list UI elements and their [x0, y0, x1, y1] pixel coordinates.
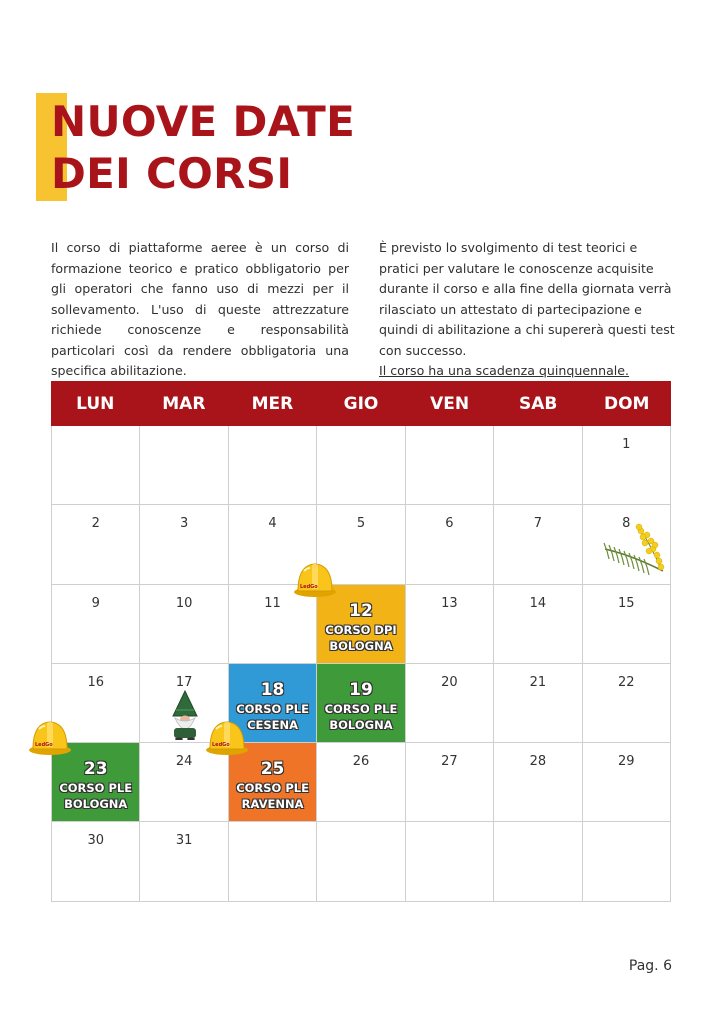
calendar-day-cell [52, 822, 140, 901]
hard-hat-icon [205, 717, 249, 757]
weekday-mer: MER [251, 393, 294, 414]
course-day-number: 19 [349, 680, 373, 701]
course-name: CORSO DPI [325, 622, 397, 637]
day-number: 3 [179, 516, 189, 532]
day-number: 14 [529, 595, 547, 611]
calendar-day-cell [583, 505, 671, 584]
calendar-day-cell [406, 664, 494, 743]
day-number: 28 [529, 754, 547, 770]
mimosa-icon [601, 521, 665, 577]
weekday-mar: MAR [162, 393, 206, 414]
calendar-empty-cell [140, 426, 228, 505]
hard-hat-icon [28, 717, 72, 757]
course-name: CORSO PLE [324, 702, 398, 717]
day-number: 8 [622, 516, 631, 532]
day-number: 7 [533, 516, 542, 532]
day-number: 22 [618, 674, 635, 690]
calendar-day-cell [140, 505, 228, 584]
day-number: 24 [175, 754, 193, 770]
course-day-number: 18 [260, 680, 285, 701]
calendar-day-cell [494, 505, 582, 584]
day-number: 13 [441, 595, 458, 611]
day-number: 17 [175, 674, 193, 690]
weekday-lun: LUN [76, 393, 115, 414]
course-location: BOLOGNA [329, 638, 393, 653]
intro-right-note: Il corso ha una scadenza quinquennale. [379, 363, 630, 378]
calendar-empty-cell [52, 426, 140, 505]
day-number: 21 [529, 674, 547, 690]
course-day-number: 12 [349, 600, 373, 621]
course-location: BOLOGNA [64, 797, 128, 812]
svg-text:LedGo: LedGo [35, 742, 53, 749]
gnome-icon [168, 690, 202, 740]
calendar-day-cell [140, 585, 228, 664]
day-number: 26 [352, 754, 370, 770]
day-number: 20 [441, 674, 458, 690]
calendar-empty-cell [229, 426, 317, 505]
calendar-day-cell [140, 822, 228, 901]
day-number: 2 [91, 516, 100, 532]
calendar-empty-cell [494, 426, 582, 505]
calendar-day-cell [583, 664, 671, 743]
course-name: CORSO PLE [236, 702, 309, 717]
day-number: 1 [622, 437, 631, 452]
course-location: RAVENNA [241, 797, 304, 812]
weekday-gio: GIO [343, 393, 379, 414]
day-number: 16 [87, 674, 104, 690]
day-number: 5 [356, 516, 366, 532]
weekday-sab: SAB [518, 393, 558, 414]
calendar-header [51, 381, 671, 426]
intro-right-paragraph [379, 238, 675, 382]
title-line-2: DEI CORSI [51, 149, 293, 198]
calendar-empty-cell [229, 822, 317, 901]
calendar-day-cell [583, 585, 671, 664]
calendar-day-cell [406, 743, 494, 822]
course-cell[interactable] [35, 742, 140, 822]
day-number: 31 [175, 833, 193, 849]
course-name: CORSO PLE [236, 781, 309, 796]
calendar-day-cell [406, 585, 494, 664]
calendar-day-cell [317, 743, 405, 822]
calendar-day-cell [583, 743, 671, 822]
day-number: 29 [618, 754, 635, 770]
weekday-ven: VEN [430, 393, 470, 414]
calendar-day-cell [406, 505, 494, 584]
course-location: CESENA [247, 718, 299, 733]
calendar-day-cell [52, 505, 140, 584]
intro-left-paragraph: Il corso di piattaforme aeree è un corso di formazione teorico e pratico obbligatorio per gli operatori che fanno uso di mezzi per il sollevamento. L'uso di queste attrezzature richiede conoscenze e responsabilità particolari così da rendere obbligatoria una specifica abilitazione. [51, 240, 349, 378]
title-line-1: NUOVE DATE [51, 97, 356, 146]
calendar-day-cell [494, 743, 582, 822]
course-location: BOLOGNA [329, 718, 393, 733]
day-number: 15 [618, 595, 635, 611]
day-number: 6 [445, 516, 454, 532]
calendar-day-cell [494, 585, 582, 664]
page-number: Pag. 6 [628, 958, 672, 974]
calendar-empty-cell [494, 822, 582, 901]
calendar-empty-cell [406, 822, 494, 901]
calendar-day-cell [52, 585, 140, 664]
calendar-empty-cell [317, 822, 405, 901]
calendar-empty-cell [583, 822, 671, 901]
day-number: 11 [264, 595, 281, 611]
course-day-number: 23 [83, 759, 108, 780]
course-day-number: 25 [260, 759, 285, 780]
calendar-day-cell [583, 426, 671, 505]
course-cell[interactable] [317, 664, 405, 743]
svg-text:LedGo: LedGo [211, 742, 230, 749]
course-cell[interactable] [300, 583, 405, 664]
day-number: 27 [441, 754, 458, 770]
course-calendar [35, 381, 671, 902]
weekday-dom: DOM [603, 393, 650, 414]
course-name: CORSO PLE [59, 781, 133, 796]
hard-hat-icon [293, 559, 337, 599]
intro-right-text: È previsto lo svolgimento di test teorici e pratici per valutare le conoscenze acquisite durante il corso e alla fine della giornata verrà rilasciato un attestato di partecipazione e quindi di abilitazione a chi supererà questi test con successo. [379, 240, 675, 358]
page-title [51, 96, 355, 200]
calendar-empty-cell [406, 426, 494, 505]
day-number: 4 [268, 516, 277, 532]
day-number: 9 [91, 595, 100, 611]
calendar-empty-cell [317, 426, 405, 505]
day-number: 30 [87, 833, 104, 849]
course-cell[interactable] [211, 742, 317, 822]
svg-text:LedGo: LedGo [300, 583, 318, 590]
calendar-day-cell [494, 664, 582, 743]
day-number: 10 [175, 595, 193, 611]
course-block[interactable] [317, 664, 404, 742]
calendar-grid [35, 426, 671, 902]
